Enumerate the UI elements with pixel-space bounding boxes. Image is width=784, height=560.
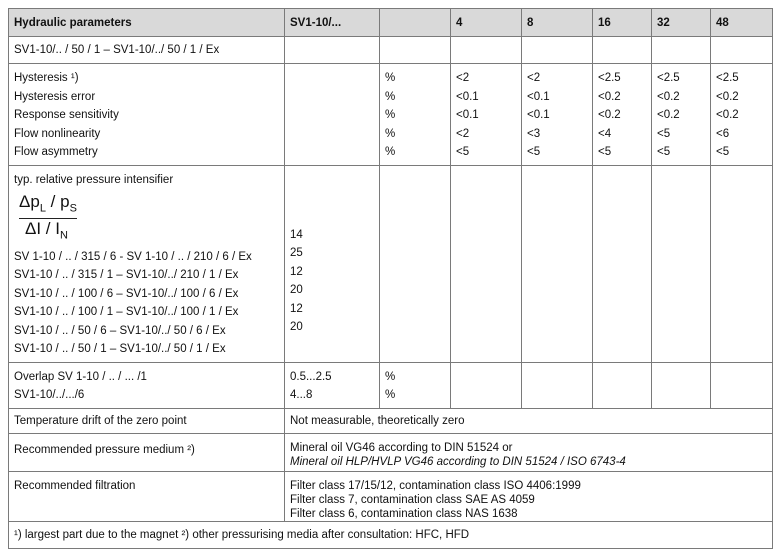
footnote: ¹) largest part due to the magnet ²) other pressurising media after consultation: HFC, HFD [9, 521, 773, 548]
medium-label: Recommended pressure medium ²) [9, 433, 285, 471]
params-row [9, 64, 773, 166]
overlap-units: % % [380, 362, 451, 408]
param-values-32: <2.5 <0.2 <0.2 <5 <5 [652, 64, 711, 166]
header-size-16: 16 [593, 9, 652, 37]
footnote-row [9, 521, 773, 548]
header-size-48: 48 [711, 9, 773, 37]
flow-nonlinearity-label: Flow nonlinearity [14, 127, 101, 140]
hydraulic-parameters-table [8, 8, 773, 549]
header-size-8: 8 [522, 9, 593, 37]
pressure-intensifier-formula: $\Delta p_L / p_S$ ΔI / $I_N$ [19, 192, 77, 242]
model-row [9, 37, 773, 64]
temperature-label: Temperature drift of the zero point [9, 408, 285, 433]
intensifier-model: SV1-10 / .. / 315 / 1 – SV1-10/../ 210 / 1 / Ex [14, 269, 239, 282]
response-sensitivity-label: Response sensitivity [14, 109, 119, 121]
param-values-8: <2 <0.1 <0.1 <3 <5 [522, 64, 593, 166]
intensifier-model: SV1-10 / .. / 100 / 6 – SV1-10/../ 100 / 6 / Ex [14, 287, 239, 300]
intensifier-model: SV1-10 / .. / 50 / 6 – SV1-10/../ 50 / 6 / Ex [14, 324, 226, 337]
overlap-row [9, 362, 773, 408]
temperature-value: Not measurable, theoretically zero [285, 408, 773, 433]
intensifier-title: typ. relative pressure intensifier [14, 173, 174, 186]
filtration-row [9, 471, 773, 521]
overlap-labels: Overlap SV 1-10 / .. / ... /1 SV1-10/../.../6 [9, 362, 285, 408]
filtration-value: Filter class 17/15/12, contamination class ISO 4406:1999 Filter class 7, contamination class SAE AS 4059 Filter class 6, contamination class NAS 1638 [285, 471, 773, 521]
table-header-row [9, 9, 773, 37]
header-unit [380, 9, 451, 37]
intensifier-model: SV 1-10 / .. / 315 / 6 - SV 1-10 / .. / 210 / 6 / Ex [14, 250, 252, 263]
overlap-values: 0.5...2.5 4...8 [285, 362, 380, 408]
hysteresis-label: Hysteresis ¹) [14, 72, 79, 84]
intensifier-row [9, 165, 773, 362]
header-model: SV1-10/... [285, 9, 380, 37]
header-size-4: 4 [451, 9, 522, 37]
header-size-32: 32 [652, 9, 711, 37]
param-units: % % % % % [380, 64, 451, 166]
flow-asymmetry-label: Flow asymmetry [14, 146, 98, 158]
param-labels [9, 64, 285, 166]
medium-value: Mineral oil VG46 according to DIN 51524 or Mineral oil HLP/HVLP VG46 according to DIN 51524 / ISO 6743-4 [285, 433, 773, 471]
hysteresis-error-label: Hysteresis error [14, 90, 96, 103]
param-values-4: <2 <0.1 <0.1 <2 <5 [451, 64, 522, 166]
param-values-16: <2.5 <0.2 <0.2 <4 <5 [593, 64, 652, 166]
intensifier-values: 14 25 12 20 12 20 [285, 165, 380, 362]
header-hydraulic-parameters: Hydraulic parameters [9, 9, 285, 37]
model-row-label: SV1-10/.. / 50 / 1 – SV1-10/../ 50 / 1 / Ex [9, 37, 285, 64]
medium-row [9, 433, 773, 471]
filtration-label: Recommended filtration [9, 471, 285, 521]
param-values-48: <2.5 <0.2 <0.2 <6 <5 [711, 64, 773, 166]
temperature-row [9, 408, 773, 433]
intensifier-labels [9, 165, 285, 362]
intensifier-model: SV1-10 / .. / 100 / 1 – SV1-10/../ 100 / 1 / Ex [14, 306, 239, 319]
intensifier-model: SV1-10 / .. / 50 / 1 – SV1-10/../ 50 / 1 / Ex [14, 343, 226, 356]
